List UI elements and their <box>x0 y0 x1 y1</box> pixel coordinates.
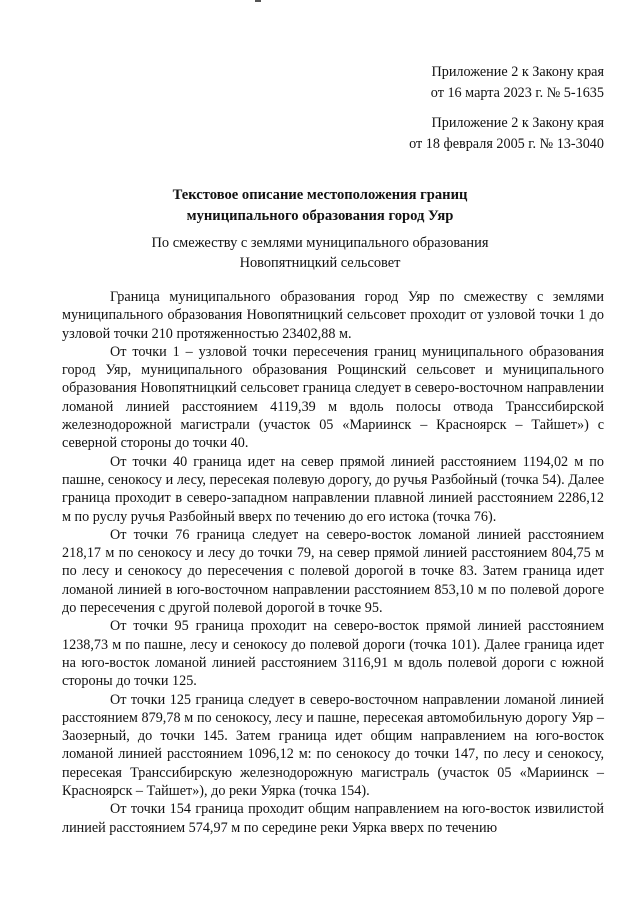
paragraph-4: От точки 76 граница следует на северо-восток ломаной линией расстоянием 218,17 м по сенокосу и лесу до точки 79, на север прямой линией расстоянием 804,75 м по лесу и сенокосу до пересечения с полевой дорогой в точке 83. Затем граница идет ломаной линией в юго-восточном направлении расстоянием 853,10 м по полевой дороге до пересечения с другой полевой дорогой в точке 95. <box>62 526 604 617</box>
paragraph-1: Граница муниципального образования город Уяр по смежеству с землями муниципального образования Новопятницкий сельсовет проходит от узловой точки 1 до узловой точки 210 протяженностью 23402,88 м. <box>62 289 604 342</box>
paragraph-7: От точки 154 граница проходит общим направлением на юго-восток извилистой линией расстоянием 574,97 м по середине реки Уярка вверх по течению <box>62 801 604 836</box>
appendix-original-line-1: Приложение 2 к Закону края <box>431 115 604 131</box>
appendix-header-current <box>431 62 604 104</box>
appendix-header-original <box>409 113 604 155</box>
paragraph-3: От точки 40 граница идет на север прямой линией расстоянием 1194,02 м по пашне, сенокосу и лесу, пересекая полевую дорогу, до ручья Разбойный (точка 54). Далее граница проходит в северо-западном направлении плавной линией расстоянием 2286,12 м по руслу ручья Разбойный вверх по течению до его истока (точка 76). <box>62 453 604 525</box>
section-subtitle-line-1: По смежеству с землями муниципального образования <box>151 235 489 251</box>
appendix-current-line-2: от 16 марта 2023 г. № 5-1635 <box>430 85 604 101</box>
document-title-line-2: муниципального образования город Уяр <box>186 208 454 224</box>
section-subtitle <box>0 233 640 273</box>
paragraph-6: От точки 125 граница следует в северо-восточном направлении ломаной линией расстоянием 879,78 м по сенокосу, лесу и пашне, пересекая автомобильную дорогу Уяр – Заозерный, до точки 145. Затем граница идет общим направлением на юго-восток ломаной линией расстоянием 1096,12 м: по сенокосу до точки 147, по лесу и сенокосу, пересекая Транссибирскую железнодорожную магистраль (участок 05 «Мариинск – Красноярск – Тайшет»), до реки Уярка (точка 154). <box>62 691 604 800</box>
document-title-line-1: Текстовое описание местоположения границ <box>172 187 468 203</box>
document-body <box>62 288 604 837</box>
paragraph-5: От точки 95 граница проходит на северо-восток прямой линией расстоянием 1238,73 м по пашне, лесу и сенокосу до полевой дороги (точка 101). Далее граница идет на юго-восток ломаной линией расстоянием 3116,91 м вдоль полевой дороги с южной стороны до точки 125. <box>62 618 604 690</box>
section-subtitle-line-2: Новопятницкий сельсовет <box>239 255 401 271</box>
scan-mark <box>255 0 261 2</box>
paragraph-2: От точки 1 – узловой точки пересечения границ муниципального образования город Уяр, муниципального образования Рощинский сельсовет и муниципального образования Новопятницкий сельсовет граница следует в северо-восточном направлении ломаной линией расстоянием 4119,39 м вдоль полосы отвода Транссибирской железнодорожной магистрали (участок 05 «Мариинск – Красноярск – Тайшет») с северной стороны до точки 40. <box>62 343 604 452</box>
document-title <box>0 185 640 227</box>
appendix-current-line-1: Приложение 2 к Закону края <box>431 64 604 80</box>
appendix-original-line-2: от 18 февраля 2005 г. № 13-3040 <box>409 136 604 152</box>
